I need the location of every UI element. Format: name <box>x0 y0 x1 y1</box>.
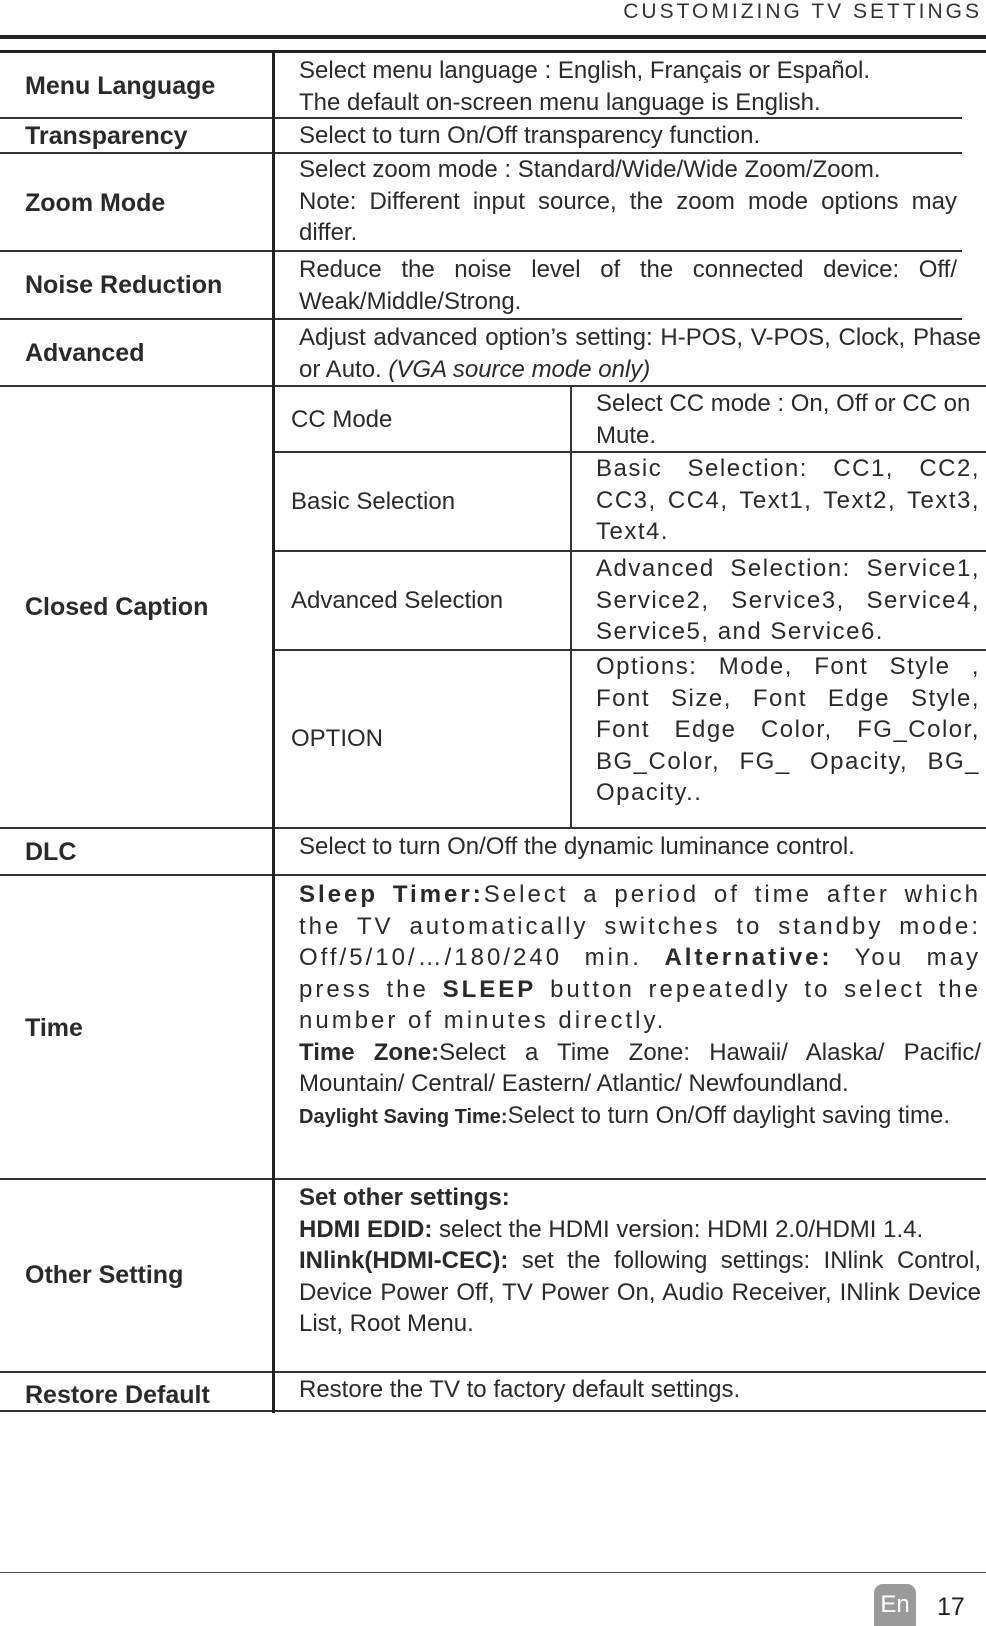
sleep-button-name: SLEEP <box>442 975 537 1003</box>
footer-rule <box>0 1572 986 1573</box>
cc-item-desc: Select CC mode : On, Off or CC on Mute. <box>596 390 971 449</box>
inlink-paragraph <box>299 1245 981 1340</box>
row-desc-time <box>299 879 981 1133</box>
row-label-time: Time <box>25 1014 83 1042</box>
header-rule <box>0 35 986 39</box>
time-zone-label: Time Zone: <box>299 1038 440 1066</box>
column-divider <box>272 52 275 1413</box>
sleep-timer-text: Select a period of time after which the TV automatically switches to standby mode: Off/5/10/…/180/240 min. <box>299 881 981 971</box>
subrow-divider <box>274 550 986 552</box>
other-settings-heading: Set other settings: <box>299 1184 510 1211</box>
inlink-label: INlink(HDMI-CEC): <box>299 1247 509 1274</box>
cc-item-desc: Advanced Selection: Service1, Service2, Service3, Service4, Service5, and Service6. <box>596 555 980 645</box>
time-zone-paragraph <box>299 1037 981 1100</box>
row-divider <box>0 874 986 876</box>
row-divider <box>0 385 986 387</box>
row-label-transparency: Transparency <box>25 122 188 150</box>
hdmi-edid-paragraph <box>299 1214 981 1246</box>
time-zone-text: Select a Time Zone: Hawaii/ Alaska/ Pacific/ Mountain/ Central/ Eastern/ Atlantic/ Newfoundland. <box>299 1038 981 1097</box>
alternative-text-2: button repeatedly to select the number of minutes directly. <box>299 975 981 1034</box>
row-desc-menu-language <box>299 55 957 118</box>
row-desc-dlc: Select to turn On/Off the dynamic luminance control. <box>299 833 855 860</box>
sleep-timer-label: Sleep Timer: <box>299 881 484 908</box>
alternative-label: Alternative: <box>664 944 833 971</box>
page-number: 17 <box>937 1593 965 1621</box>
row-divider <box>0 318 962 320</box>
table-bottom-border <box>0 1410 986 1412</box>
advanced-vga-note: (VGA source mode only) <box>388 355 651 383</box>
row-label-noise-reduction: Noise Reduction <box>25 271 223 299</box>
cc-item-desc: Options: Mode, Font Style , Font Size, Font Edge Style, Font Edge Color, FG_Color, BG_Color, FG_ Opacity, BG_ Opacity.. <box>596 653 980 806</box>
row-desc-other-setting <box>299 1182 981 1340</box>
row-label-other-setting: Other Setting <box>25 1261 184 1289</box>
hdmi-edid-text: select the HDMI version: HDMI 2.0/HDMI 1.4. <box>439 1215 924 1243</box>
row-label-menu-language: Menu Language <box>25 72 216 100</box>
menu-language-line-2: The default on-screen menu language is English. <box>299 88 821 116</box>
row-desc-advanced <box>299 322 981 385</box>
page-header-title: CUSTOMIZING TV SETTINGS <box>623 0 982 23</box>
daylight-saving-paragraph <box>299 1100 981 1134</box>
cc-item-name: Advanced Selection <box>291 587 504 614</box>
alternative-text-1: You may press the <box>299 944 982 1003</box>
row-divider <box>0 827 986 829</box>
subcolumn-divider <box>570 386 572 829</box>
row-divider <box>0 250 962 252</box>
hdmi-edid-label: HDMI EDID: <box>299 1215 433 1243</box>
row-label-closed-caption: Closed Caption <box>25 593 209 621</box>
zoom-mode-line-1: Select zoom mode : Standard/Wide/Wide Zoom/Zoom. <box>299 156 881 183</box>
row-label-advanced: Advanced <box>25 339 145 367</box>
row-desc-zoom-mode <box>299 154 957 249</box>
row-label-zoom-mode: Zoom Mode <box>25 189 166 217</box>
row-label-dlc: DLC <box>25 838 77 866</box>
menu-language-line-1: Select menu language : English, Français or Español. <box>299 57 870 84</box>
row-label-restore-default: Restore Default <box>25 1381 210 1409</box>
table-top-border <box>0 50 986 53</box>
zoom-mode-line-2: Note: Different input source, the zoom mode options may differ. <box>299 187 957 246</box>
daylight-saving-text: Select to turn On/Off daylight saving time. <box>507 1101 951 1129</box>
advanced-desc-text: Adjust advanced option’s setting: H-POS, V-POS, Clock, Phase or Auto. <box>299 324 981 383</box>
language-badge: En <box>874 1584 916 1626</box>
cc-item-desc: Basic Selection: CC1, CC2, CC3, CC4, Text1, Text2, Text3, Text4. <box>596 455 980 545</box>
cc-item-name: Basic Selection <box>291 488 456 515</box>
row-desc-noise-reduction: Reduce the noise level of the connected device: Off/ Weak/Middle/Strong. <box>299 256 957 315</box>
cc-item-name: OPTION <box>291 725 384 752</box>
sleep-timer-paragraph <box>299 879 981 1037</box>
row-desc-transparency: Select to turn On/Off transparency function. <box>299 122 761 149</box>
cc-item-name: CC Mode <box>291 406 393 433</box>
row-divider <box>0 1371 986 1373</box>
inlink-text: set the following settings: INlink Control, Device Power Off, TV Power On, Audio Receiver, INlink Device List, Root Menu. <box>299 1247 982 1337</box>
daylight-saving-label: Daylight Saving Time: <box>299 1105 508 1128</box>
row-desc-restore-default: Restore the TV to factory default settings. <box>299 1376 741 1403</box>
row-divider <box>0 1178 986 1180</box>
